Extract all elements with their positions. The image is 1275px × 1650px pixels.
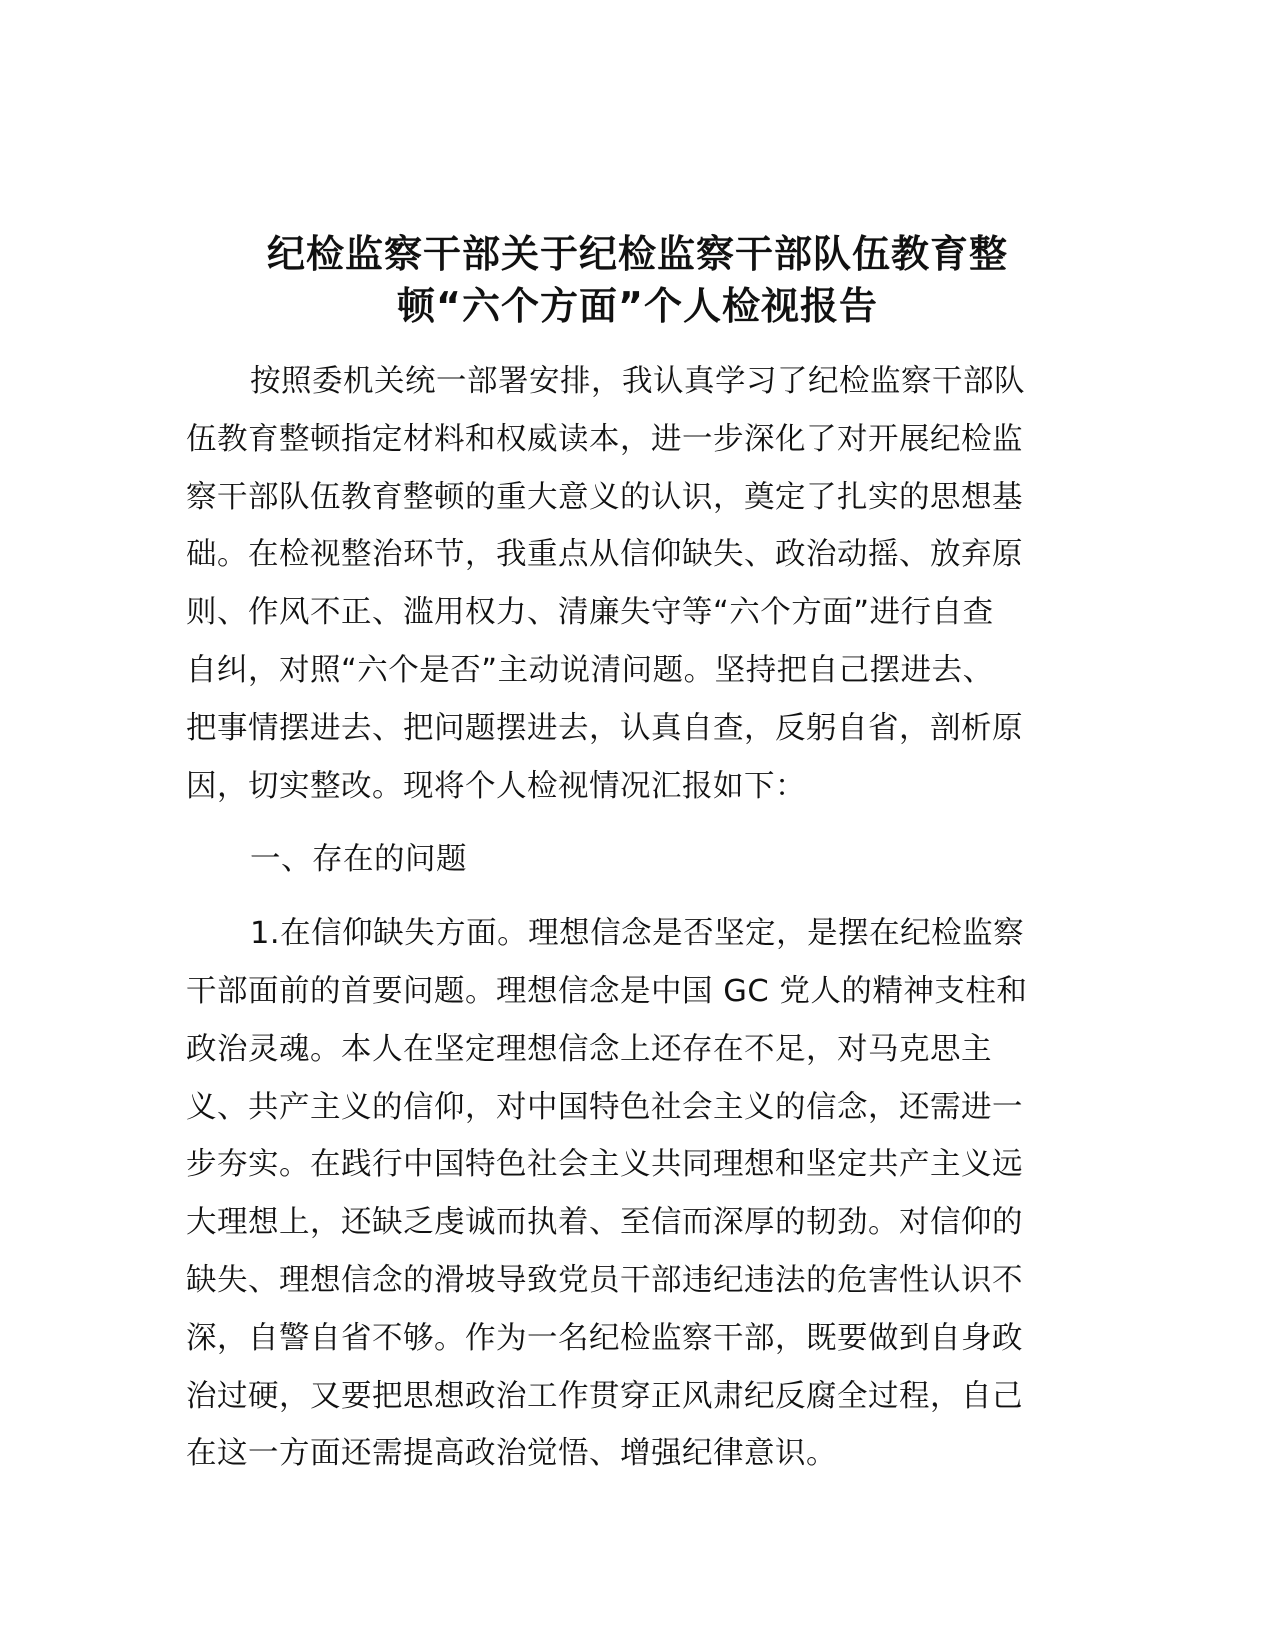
title-line-1: 纪检监察干部关于纪检监察干部队伍教育整 (266, 232, 1008, 276)
text-line: 伍教育整顿指定材料和权威读本，进一步深化了对开展纪检监 (186, 421, 1023, 457)
text-line: 把事情摆进去、把问题摆进去，认真自查，反躬自省，剖析原 (186, 710, 1023, 746)
text-line: 1.在信仰缺失方面。理想信念是否坚定，是摆在纪检监察 (250, 916, 1025, 952)
document-body (186, 353, 1086, 1483)
document-title (150, 228, 1125, 332)
text-line: 义、共产主义的信仰，对中国特色社会主义的信念，还需进一 (186, 1089, 1023, 1125)
text-line: 干部面前的首要问题。理想信念是中国 GC 党人的精神支柱和 (186, 973, 1028, 1009)
paragraph-introduction (186, 353, 1086, 815)
text-line: 政治灵魂。本人在坚定理想信念上还存在不足，对马克思主 (186, 1031, 992, 1067)
text-line: 治过硬，又要把思想政治工作贯穿正风肃纪反腐全过程，自己 (186, 1378, 1023, 1414)
text-line: 缺失、理想信念的滑坡导致党员干部违纪违法的危害性认识不 (186, 1262, 1023, 1298)
paragraph-belief (186, 905, 1086, 1483)
text-line: 察干部队伍教育整顿的重大意义的认识，奠定了扎实的思想基 (186, 479, 1023, 515)
text-line: 因，切实整改。现将个人检视情况汇报如下： (186, 768, 806, 804)
text-line: 础。在检视整治环节，我重点从信仰缺失、政治动摇、放弃原 (186, 537, 1023, 573)
text-line: 则、作风不正、滥用权力、清廉失守等“六个方面”进行自查 (186, 595, 994, 631)
text-line: 在这一方面还需提高政治觉悟、增强纪律意识。 (186, 1436, 837, 1472)
paragraph-gap (186, 815, 1086, 831)
text-line: 大理想上，还缺乏虔诚而执着、至信而深厚的韧劲。对信仰的 (186, 1205, 1023, 1241)
text-line: 自纠，对照“六个是否”主动说清问题。坚持把自己摆进去、 (186, 652, 994, 688)
text-line: 深，自警自省不够。作为一名纪检监察干部，既要做到自身政 (186, 1320, 1023, 1356)
section-heading: 一、存在的问题 (250, 842, 467, 878)
text-line: 步夯实。在践行中国特色社会主义共同理想和坚定共产主义远 (186, 1147, 1023, 1183)
title-line-2: 顿“六个方面”个人检视报告 (397, 284, 878, 328)
paragraph-gap (186, 889, 1086, 905)
text-line: 按照委机关统一部署安排，我认真学习了纪检监察干部队 (250, 364, 1025, 399)
